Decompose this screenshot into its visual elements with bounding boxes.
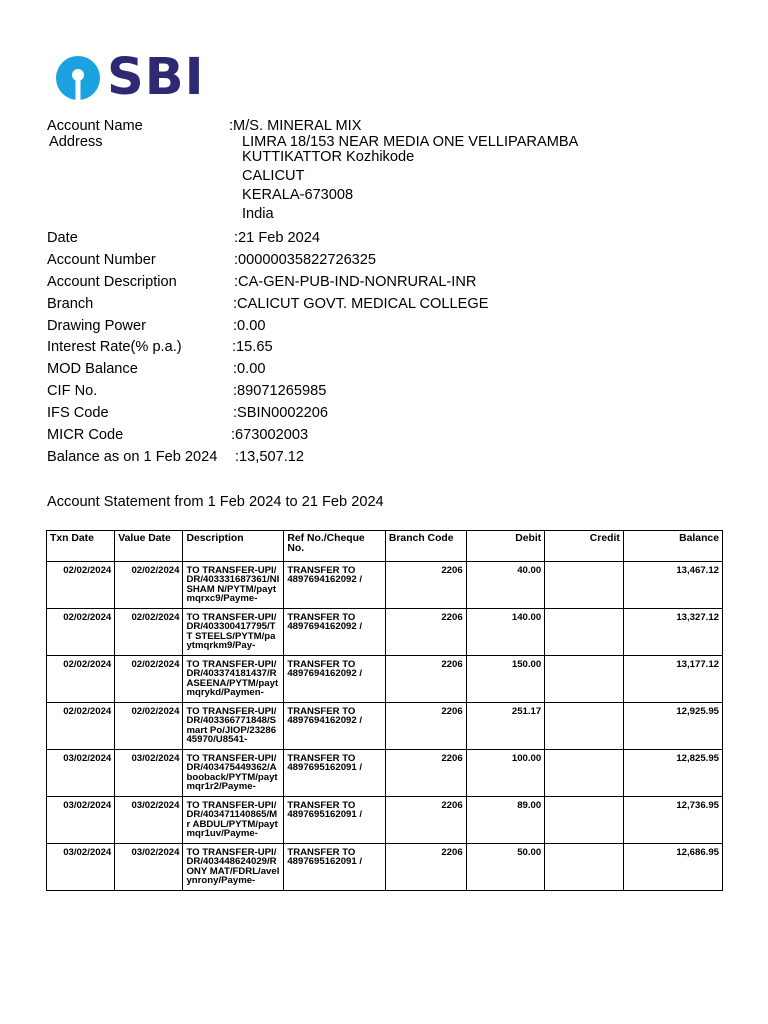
column-header-branch-code: Branch Code xyxy=(385,531,466,562)
address-line-2: KUTTIKATTOR Kozhikode xyxy=(242,149,415,165)
debit-cell: 150.00 xyxy=(466,656,545,703)
address-line-4: KERALA-673008 xyxy=(242,187,354,203)
credit-cell xyxy=(545,609,624,656)
drawing-power-value: :0.00 xyxy=(233,317,266,334)
debit-cell: 40.00 xyxy=(466,562,545,609)
ref-no-cell: TRANSFER TO 4897694162092 / xyxy=(284,703,386,750)
branch-code-cell: 2206 xyxy=(385,562,466,609)
address-line-5: India xyxy=(242,206,274,222)
credit-cell xyxy=(545,703,624,750)
txn-date-cell: 02/02/2024 xyxy=(47,609,115,656)
field-label: Date xyxy=(47,230,78,246)
txn-date-cell: 02/02/2024 xyxy=(47,656,115,703)
statement-title: Account Statement from 1 Feb 2024 to 21 Feb 2024 xyxy=(47,494,384,510)
table-row xyxy=(47,844,723,891)
account-number-value: :00000035822726325 xyxy=(234,251,377,268)
balance-cell: 13,177.12 xyxy=(623,656,722,703)
ref-no-cell: TRANSFER TO 4897695162091 / xyxy=(284,750,386,797)
column-header-value-date: Value Date xyxy=(115,531,183,562)
field-label: Account Number xyxy=(47,251,156,268)
value-date-cell: 03/02/2024 xyxy=(115,797,183,844)
address-line-1: LIMRA 18/153 NEAR MEDIA ONE VELLIPARAMBA xyxy=(242,134,579,150)
field-label: Drawing Power xyxy=(47,317,146,334)
field-label: CIF No. xyxy=(47,383,98,400)
value-date-cell: 02/02/2024 xyxy=(115,562,183,609)
field-label: Balance as on 1 Feb 2024 xyxy=(47,448,218,465)
credit-cell xyxy=(545,656,624,703)
branch-code-cell: 2206 xyxy=(385,703,466,750)
account-name-value: :M/S. MINERAL MIX xyxy=(229,118,362,134)
credit-cell xyxy=(545,797,624,844)
account-name-label: Account Name xyxy=(47,118,143,134)
field-label: Account Description xyxy=(47,273,177,290)
address-label: Address xyxy=(49,134,103,150)
ref-no-cell: TRANSFER TO 4897694162092 / xyxy=(284,609,386,656)
column-header-credit: Credit xyxy=(545,531,624,562)
txn-date-cell: 03/02/2024 xyxy=(47,797,115,844)
balance-cell: 12,686.95 xyxy=(623,844,722,891)
column-header-ref-no: Ref No./Cheque No. xyxy=(284,531,386,562)
branch-code-cell: 2206 xyxy=(385,656,466,703)
balance-cell: 12,925.95 xyxy=(623,703,722,750)
txn-date-cell: 02/02/2024 xyxy=(47,703,115,750)
address-line-3: CALICUT xyxy=(242,168,305,184)
branch-code-cell: 2206 xyxy=(385,750,466,797)
date-value: :21 Feb 2024 xyxy=(234,230,321,246)
field-label: MOD Balance xyxy=(47,361,138,378)
table-row xyxy=(47,609,723,656)
value-date-cell: 02/02/2024 xyxy=(115,609,183,656)
description-cell: TO TRANSFER-UPI/DR/403366771848/Smart Po/JIOP/2328645970/U8541- xyxy=(183,703,284,750)
description-cell: TO TRANSFER-UPI/DR/403475449362/Abooback/PYTM/paytmqr1r2/Payme- xyxy=(183,750,284,797)
field-label: MICR Code xyxy=(47,427,124,444)
sbi-logo xyxy=(55,48,205,107)
value-date-cell: 02/02/2024 xyxy=(115,656,183,703)
interest-rate-value: :15.65 xyxy=(232,339,273,356)
credit-cell xyxy=(545,750,624,797)
sbi-keyhole-logo-icon xyxy=(55,55,101,101)
value-date-cell: 03/02/2024 xyxy=(115,750,183,797)
field-label: IFS Code xyxy=(47,405,109,422)
txn-date-cell: 02/02/2024 xyxy=(47,562,115,609)
micr-code-value: :673002003 xyxy=(231,427,309,444)
column-header-description: Description xyxy=(183,531,284,562)
mod-balance-value: :0.00 xyxy=(233,361,266,378)
column-header-balance: Balance xyxy=(623,531,722,562)
branch-code-cell: 2206 xyxy=(385,797,466,844)
branch-code-cell: 2206 xyxy=(385,609,466,656)
table-row xyxy=(47,703,723,750)
account-description-value: :CA-GEN-PUB-IND-NONRURAL-INR xyxy=(234,273,477,290)
ref-no-cell: TRANSFER TO 4897694162092 / xyxy=(284,562,386,609)
column-header-debit: Debit xyxy=(466,531,545,562)
value-date-cell: 02/02/2024 xyxy=(115,703,183,750)
sbi-logo-text: SBI xyxy=(107,48,205,107)
txn-date-cell: 03/02/2024 xyxy=(47,750,115,797)
ref-no-cell: TRANSFER TO 4897695162091 / xyxy=(284,797,386,844)
description-cell: TO TRANSFER-UPI/DR/403448624029/RONY MAT/FDRL/avelynrony/Payme- xyxy=(183,844,284,891)
opening-balance-value: :13,507.12 xyxy=(235,448,304,465)
description-cell: TO TRANSFER-UPI/DR/403331687361/NISHAM N/PYTM/paytmqrxc9/Payme- xyxy=(183,562,284,609)
field-label: Branch xyxy=(47,295,94,312)
description-cell: TO TRANSFER-UPI/DR/403300417795/T T STEELS/PYTM/paytmqrkm9/Pay- xyxy=(183,609,284,656)
branch-code-cell: 2206 xyxy=(385,844,466,891)
balance-cell: 12,736.95 xyxy=(623,797,722,844)
value-date-cell: 03/02/2024 xyxy=(115,844,183,891)
debit-cell: 140.00 xyxy=(466,609,545,656)
description-cell: TO TRANSFER-UPI/DR/403471140865/Mr ABDUL/PYTM/paytmqr1uv/Payme- xyxy=(183,797,284,844)
credit-cell xyxy=(545,562,624,609)
debit-cell: 100.00 xyxy=(466,750,545,797)
balance-cell: 13,467.12 xyxy=(623,562,722,609)
description-cell: TO TRANSFER-UPI/DR/403374181437/RASEENA/PYTM/paytmqrykd/Paymen- xyxy=(183,656,284,703)
credit-cell xyxy=(545,844,624,891)
branch-value: :CALICUT GOVT. MEDICAL COLLEGE xyxy=(233,295,489,312)
ref-no-cell: TRANSFER TO 4897695162091 / xyxy=(284,844,386,891)
debit-cell: 89.00 xyxy=(466,797,545,844)
debit-cell: 251.17 xyxy=(466,703,545,750)
txn-date-cell: 03/02/2024 xyxy=(47,844,115,891)
table-header-row xyxy=(47,531,723,562)
column-header-txn-date: Txn Date xyxy=(47,531,115,562)
ref-no-cell: TRANSFER TO 4897694162092 / xyxy=(284,656,386,703)
balance-cell: 12,825.95 xyxy=(623,750,722,797)
debit-cell: 50.00 xyxy=(466,844,545,891)
ifs-code-value: :SBIN0002206 xyxy=(233,405,328,422)
cif-value: :89071265985 xyxy=(233,383,327,400)
table-row xyxy=(47,656,723,703)
table-row xyxy=(47,797,723,844)
balance-cell: 13,327.12 xyxy=(623,609,722,656)
field-label: Interest Rate(% p.a.) xyxy=(47,339,182,356)
table-row xyxy=(47,562,723,609)
table-row xyxy=(47,750,723,797)
transactions-table xyxy=(46,530,723,891)
